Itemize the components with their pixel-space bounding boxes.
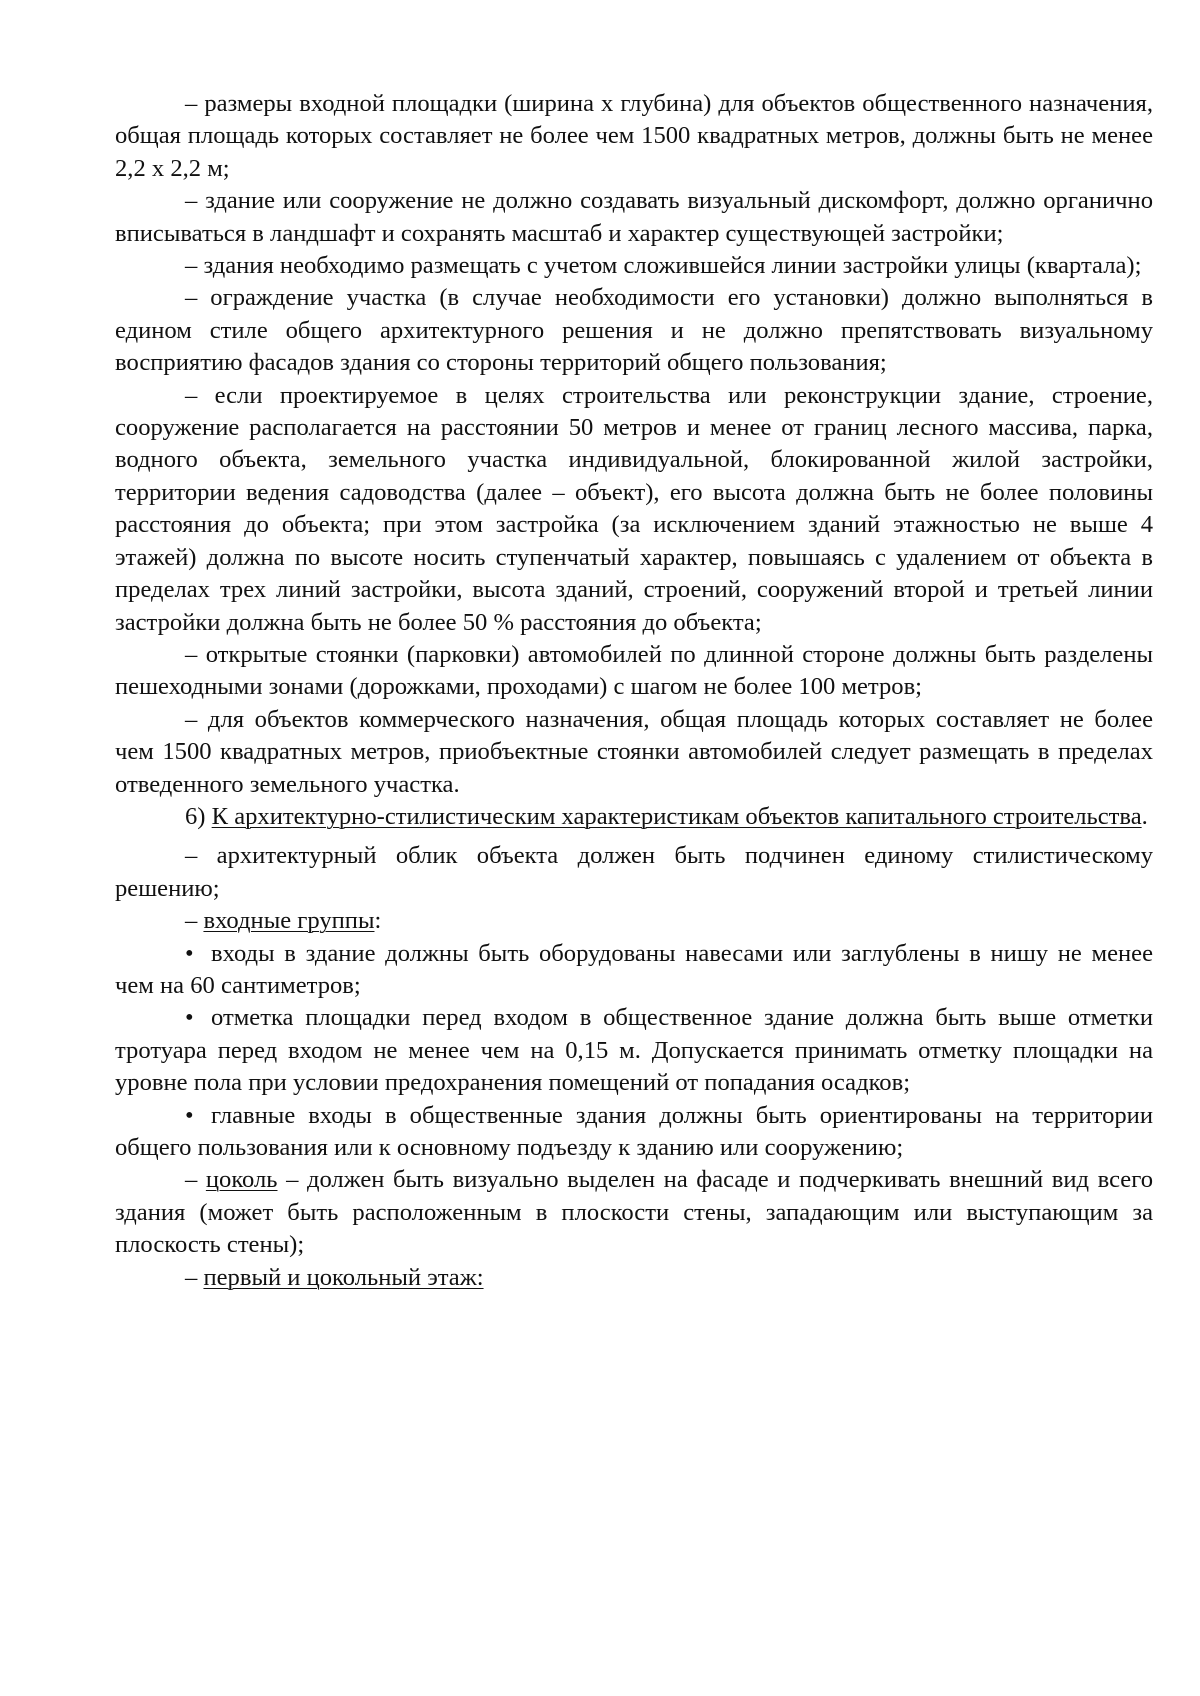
subheading-title: входные группы	[203, 907, 375, 935]
bullet-text: главные входы в общественные здания должны быть ориентированы на территории общего пользования или к основному подъезду к зданию или сооружению;	[115, 1101, 1153, 1161]
bullet-text: входы в здание должны быть оборудованы навесами или заглублены в нишу не менее чем на 60 сантиметров;	[115, 939, 1153, 999]
paragraph-visual-comfort: – здание или сооружение не должно создавать визуальный дискомфорт, должно органично вписываться в ландшафт и сохранять масштаб и характер существующей застройки;	[115, 187, 1153, 247]
dash-prefix: –	[185, 1263, 204, 1291]
dash-prefix: –	[185, 1166, 206, 1194]
section-number: 6)	[185, 802, 212, 830]
section-title-suffix: .	[1141, 802, 1148, 830]
section-heading-architectural-style	[115, 801, 1153, 833]
paragraph-parking-zones: – открытые стоянки (парковки) автомобилей по длинной стороне должны быть разделены пешеходными зонами (дорожками, проходами) с шагом не более 100 метров;	[115, 640, 1153, 701]
paragraph-height-limit: – если проектируемое в целях строительства или реконструкции здание, строение, сооружение располагается на расстоянии 50 метров и менее от границ лесного массива, парка, водного объекта, земельного участка индивидуальной, блокированной жилой застройки, территории ведения садоводства (далее – объект), его высота должна быть не более половины расстояния до объекта; при этом застройка (за исключением зданий этажностью не выше 4 этажей) должна по высоте носить ступенчатый характер, повышаясь с удалением от объекта в пределах трех линий застройки, высота зданий, строений, сооружений второй и третьей линии застройки должна быть не более 50 % расстояния до объекта;	[115, 381, 1153, 636]
dash-prefix: –	[185, 907, 204, 935]
first-floor-term: первый и цокольный этаж:	[203, 1263, 484, 1291]
document-page	[115, 88, 1153, 1294]
plinth-description: – должен быть визуально выделен на фасаде и подчеркивать внешний вид всего здания (может быть расположенным в плоскости стены, западающим или выступающим за плоскость стены);	[115, 1166, 1153, 1259]
paragraph-fencing: – ограждение участка (в случае необходимости его установки) должно выполняться в едином стиле общего архитектурного решения и не должно препятствовать визуальному восприятию фасадов здания со стороны территорий общего пользования;	[115, 284, 1153, 377]
subheading-entrance-groups	[115, 905, 1153, 937]
bullet-icon: •	[185, 1101, 194, 1129]
plinth-term: цоколь	[205, 1166, 278, 1194]
paragraph-building-line: – здания необходимо размещать с учетом сложившейся линии застройки улицы (квартала);	[185, 252, 1142, 280]
bullet-text: отметка площадки перед входом в общественное здание должна быть выше отметки тротуара перед входом не менее чем на 0,15 м. Допускается принимать отметку площадки на уровне пола при условии предохранения помещений от попадания осадков;	[115, 1004, 1153, 1097]
bullet-item-main-entrances	[115, 1100, 1153, 1165]
bullet-item-platform-level	[115, 1002, 1153, 1099]
paragraph-commercial-parking: – для объектов коммерческого назначения, общая площадь которых составляет не более чем 1500 квадратных метров, приобъектные стоянки автомобилей следует размещать в пределах отведенного земельного участка.	[115, 705, 1153, 798]
paragraph-unified-style: – архитектурный облик объекта должен быть подчинен единому стилистическому решению;	[115, 842, 1153, 902]
subheading-suffix: :	[374, 907, 382, 935]
paragraph-entrance-area-size: – размеры входной площадки (ширина х глубина) для объектов общественного назначения, общая площадь которых составляет не более чем 1500 квадратных метров, должны быть не менее 2,2 х 2,2 м;	[115, 90, 1153, 182]
paragraph-plinth	[115, 1164, 1153, 1261]
bullet-icon: •	[185, 939, 194, 967]
bullet-item-canopies	[115, 938, 1153, 1003]
section-title: К архитектурно-стилистическим характеристикам объектов капитального строительства	[211, 802, 1142, 830]
bullet-icon: •	[185, 1004, 194, 1032]
subheading-first-floor	[115, 1262, 1153, 1294]
